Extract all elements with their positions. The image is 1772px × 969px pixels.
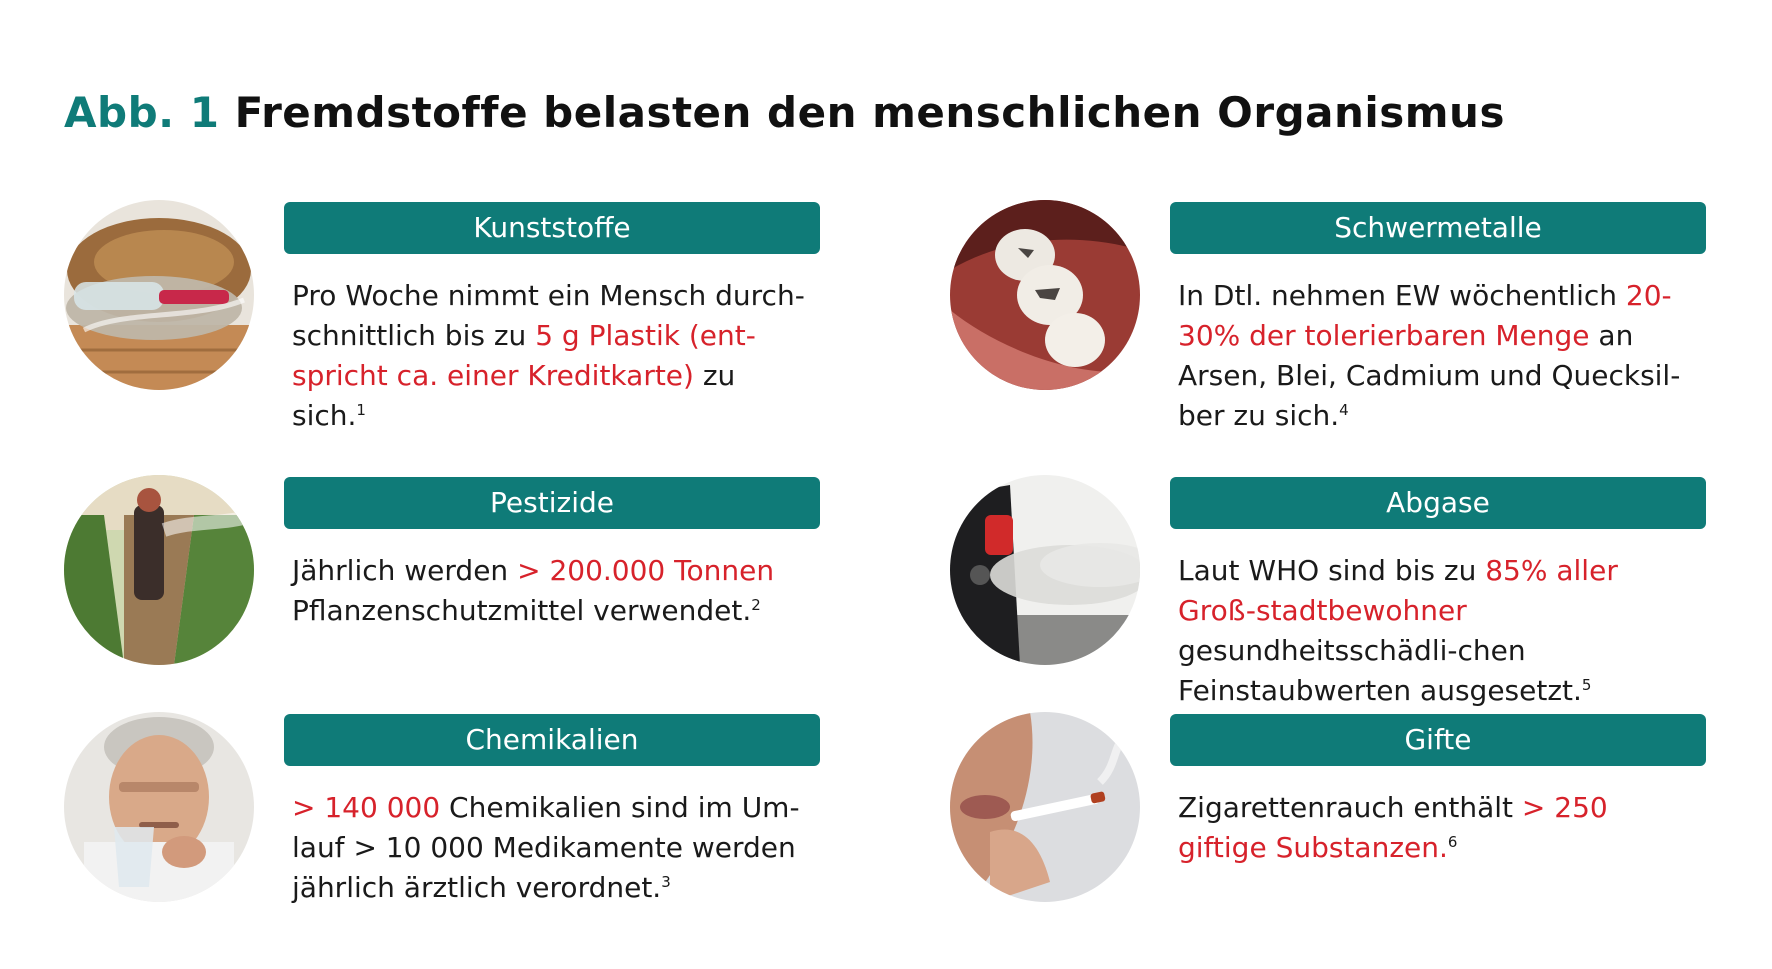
item-heading: Gifte: [1170, 714, 1706, 766]
item-heading: Chemikalien: [284, 714, 820, 766]
pesticide-spraying-icon: [64, 475, 254, 665]
footnote-marker: 6: [1447, 833, 1458, 851]
item-heading: Kunststoffe: [284, 202, 820, 254]
item-heading: Pestizide: [284, 477, 820, 529]
footnote-marker: 4: [1339, 401, 1349, 419]
item-kunststoffe: [64, 200, 824, 432]
item-description: In Dtl. nehmen EW wöchentlich 20-30% der tolerierbaren Menge an Arsen, Blei, Cadmium und Quecksil-ber zu sich.$^4$: [1178, 279, 1681, 432]
highlight-value: > 250 giftige Substanzen.: [1178, 791, 1608, 864]
footnote-marker: 5: [1581, 676, 1592, 694]
footnote-marker: 1: [356, 401, 366, 419]
item-chemikalien: [64, 712, 824, 912]
item-description: Zigarettenrauch enthält > 250 giftige Substanzen.$^6$: [1178, 791, 1608, 864]
highlight-value: > 140 000: [292, 791, 441, 824]
item-description: Jährlich werden > 200.000 Tonnen Pflanzenschutzmittel verwendet.$^2$: [292, 554, 775, 627]
highlight-value: 85% aller Groß-stadtbewohner: [1178, 554, 1618, 627]
highlight-value: 20-30% der tolerierbaren Menge: [1178, 279, 1672, 352]
footnote-marker: 3: [661, 873, 671, 891]
item-abgase: [950, 475, 1710, 707]
item-pestizide: [64, 475, 824, 675]
figure-label: Abb. 1: [64, 88, 220, 137]
item-heading: Abgase: [1170, 477, 1706, 529]
highlight-value: 5 g Plastik (ent-spricht ca. einer Kreditkarte): [292, 319, 756, 392]
footnote-marker: 2: [751, 596, 761, 614]
item-description: > 140 000 Chemikalien sind im Um-lauf > 10 000 Medikamente werden jährlich ärztlich verordnet.$^3$: [292, 791, 800, 904]
item-description: Pro Woche nimmt ein Mensch durch-schnittlich bis zu 5 g Plastik (ent-spricht ca. einer Kreditkarte) zu sich.$^1$: [292, 279, 805, 432]
cigarette-smoking-icon: [950, 712, 1140, 902]
tooth-fillings-icon: [950, 200, 1140, 390]
item-heading: Schwermetalle: [1170, 202, 1706, 254]
plastic-wrapped-bread-icon: [64, 200, 254, 390]
car-exhaust-icon: [950, 475, 1140, 665]
item-gifte: [950, 712, 1710, 912]
man-taking-medication-icon: [64, 712, 254, 902]
figure-title: [64, 88, 1505, 137]
figure-title-text: Fremdstoffe belasten den menschlichen Organismus: [234, 88, 1505, 137]
item-schwermetalle: [950, 200, 1710, 432]
item-description: Laut WHO sind bis zu 85% aller Groß-stadtbewohner gesundheitsschädli-chen Feinstaubwerten ausgesetzt.$^5$: [1178, 554, 1618, 707]
highlight-value: > 200.000 Tonnen: [517, 554, 775, 587]
